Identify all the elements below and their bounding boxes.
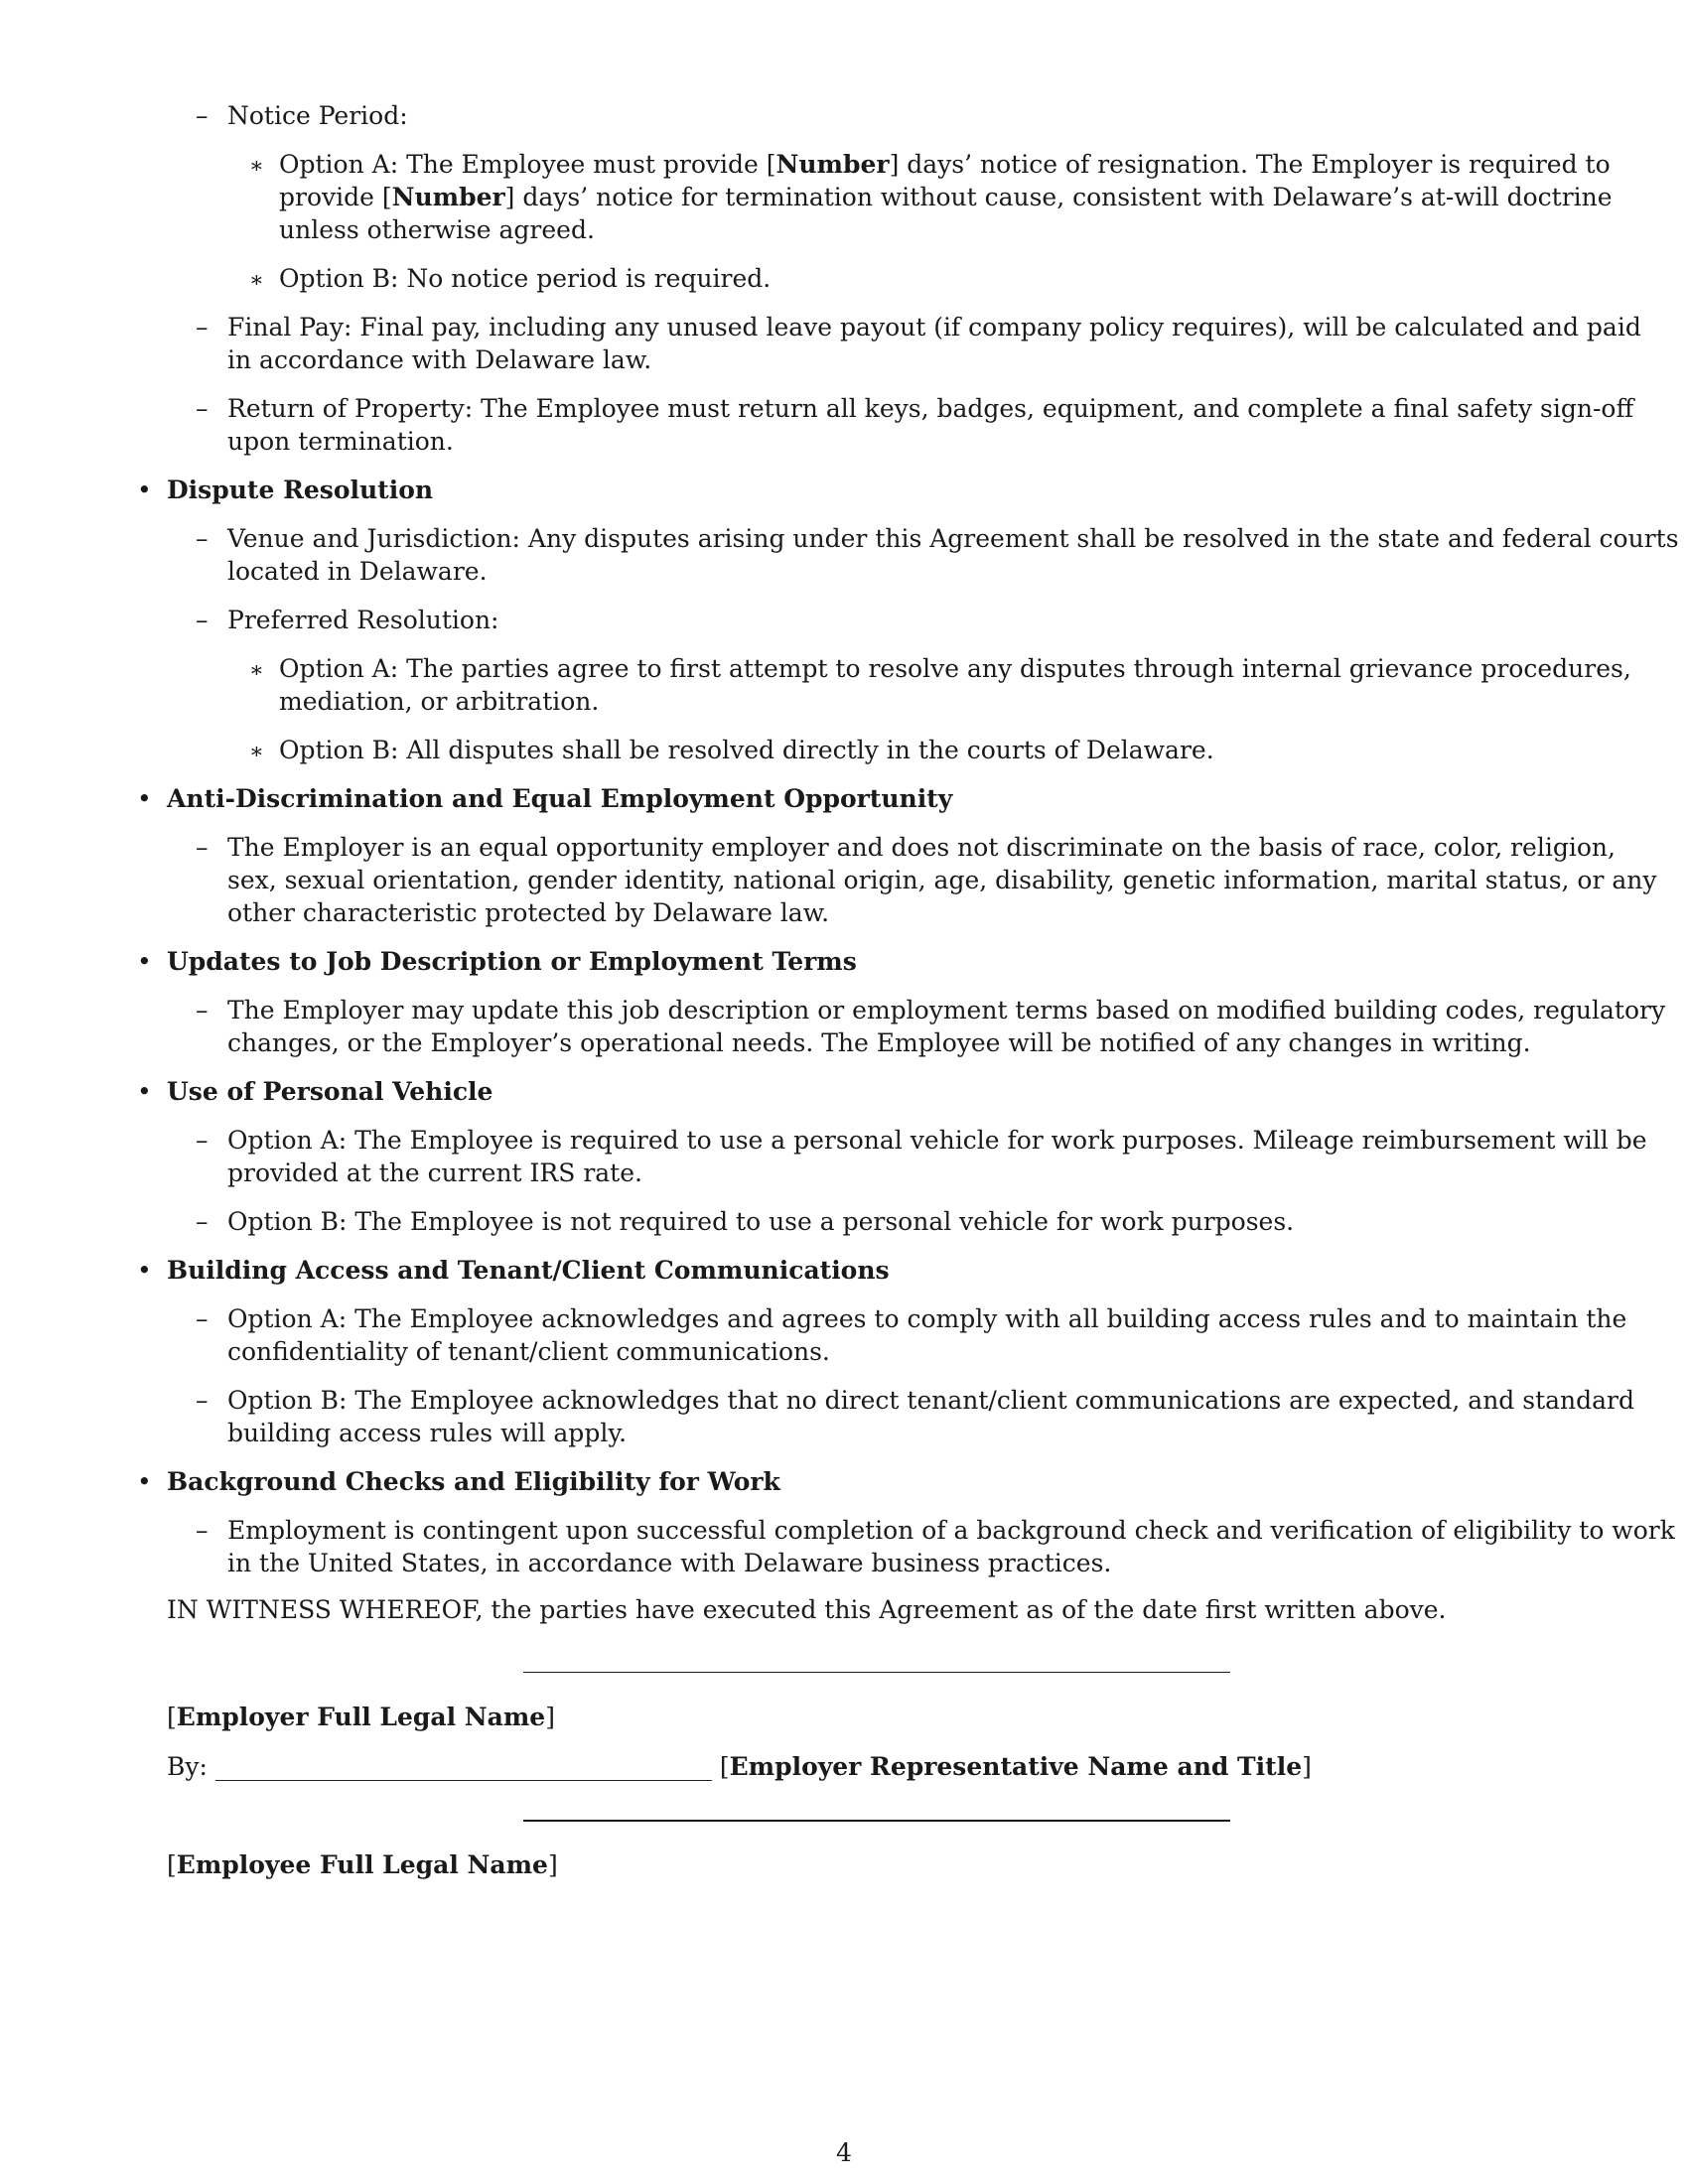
star-marker: ∗: [249, 658, 264, 683]
section-personal-vehicle: [137, 1075, 1647, 1238]
vehicle-option-b: – Option B: The Employee is not required to use a personal vehicle for work purposes.: [196, 1207, 1295, 1236]
section-heading: Background Checks and Eligibility for Work: [167, 1467, 780, 1496]
star-marker: ∗: [249, 154, 264, 179]
bullet-marker: •: [137, 1467, 152, 1496]
star-marker: ∗: [249, 268, 264, 293]
preferred-resolution-item: – Preferred Resolution:: [196, 606, 499, 634]
by-label: By:: [167, 1752, 208, 1781]
dash-marker: –: [196, 394, 209, 423]
witness-statement: IN WITNESS WHEREOF, the parties have executed this Agreement as of the date first written above.: [167, 1595, 1447, 1624]
venue-item: – Venue and Jurisdiction: Any disputes arising under this Agreement shall be resolved in the state and federal courts located in Delaware.: [196, 524, 1679, 586]
dash-marker: –: [196, 1386, 209, 1415]
number-placeholder: Number: [391, 183, 505, 211]
notice-option-a-line3: unless otherwise agreed.: [279, 215, 595, 244]
star-marker: ∗: [249, 740, 264, 764]
final-pay-item: – Final Pay: Final pay, including any unused leave payout (if company policy requires), will be calculated and paid in accordance with Delaware law.: [196, 313, 1641, 374]
dash-marker: –: [196, 524, 209, 553]
dispute-option-a: ∗ Option A: The parties agree to first attempt to resolve any disputes through internal grievance procedures, mediation, or arbitration.: [249, 654, 1631, 716]
section-background-checks: [137, 1465, 1675, 1579]
bullet-marker: •: [137, 1077, 152, 1106]
dispute-option-b: ∗ Option B: All disputes shall be resolved directly in the courts of Delaware.: [279, 734, 1587, 766]
section-heading: Building Access and Tenant/Client Communications: [167, 1256, 890, 1285]
dash-marker: –: [196, 833, 209, 862]
dash-marker: –: [196, 1126, 209, 1155]
by-line: [167, 1750, 1312, 1783]
dash-marker: –: [196, 996, 209, 1024]
section-heading: Updates to Job Description or Employment Terms: [167, 947, 857, 976]
anti-discrimination-item: – The Employer is an equal opportunity employer and does not discriminate on the basis of race, color, religion, sex, sexual orientation, gender identity, national origin, age, disability, genetic information, marital status, or any other characteristic protected by Delaware law.: [196, 833, 1657, 927]
bullet-marker: •: [137, 947, 152, 976]
section-anti-discrimination: [137, 782, 1657, 929]
section-heading: Dispute Resolution: [167, 476, 434, 504]
background-item: – Employment is contingent upon successful completion of a background check and verification of eligibility to work in the United States, in accordance with Delaware business practices.: [196, 1516, 1675, 1577]
page-number: 4: [836, 2138, 852, 2167]
dash-marker: –: [196, 313, 209, 341]
vehicle-option-a: – Option A: The Employee is required to use a personal vehicle for work purposes. Mileage reimbursement will be provided at the current IRS rate.: [196, 1126, 1647, 1187]
section-updates: [137, 945, 1666, 1059]
bullet-marker: •: [137, 1256, 152, 1285]
dash-marker: –: [196, 101, 209, 130]
dash-marker: –: [196, 606, 209, 634]
document-body: [137, 99, 1679, 1626]
section-heading: Anti-Discrimination and Equal Employment Opportunity: [167, 784, 953, 813]
building-option-b: – Option B: The Employee acknowledges that no direct tenant/client communications are expected, and standard building access rules will apply.: [196, 1386, 1634, 1447]
number-placeholder: Number: [775, 150, 890, 179]
section-heading: Use of Personal Vehicle: [167, 1077, 493, 1106]
section-building-access: [137, 1254, 1634, 1449]
notice-option-b: ∗ Option B: No notice period is required.: [279, 262, 1587, 295]
employer-signature-line[interactable]: [523, 1672, 1230, 1673]
notice-option-a-line2: provide [Number] days’ notice for termination without cause, consistent with Delaware’s at-will doctrine: [279, 183, 1613, 211]
notice-option-a: [249, 148, 1613, 246]
bullet-marker: •: [137, 784, 152, 813]
section-dispute-resolution: [137, 474, 1679, 766]
bullet-marker: •: [137, 476, 152, 504]
return-property-item: – Return of Property: The Employee must return all keys, badges, equipment, and complete a final safety sign-off upon termination.: [196, 394, 1634, 456]
employer-representative: [Employer Representative Name and Title]: [719, 1752, 1312, 1781]
employer-name: [Employer Full Legal Name]: [167, 1703, 555, 1731]
dash-marker: –: [196, 1304, 209, 1333]
building-option-a: – Option A: The Employee acknowledges and agrees to comply with all building access rules and to maintain the confidentiality of tenant/client communications.: [196, 1304, 1627, 1366]
employee-signature-line[interactable]: [523, 1820, 1230, 1822]
dash-marker: –: [196, 1516, 209, 1545]
by-blank[interactable]: ________________________________________: [214, 1752, 712, 1781]
notice-period-item: [196, 99, 1587, 132]
dash-marker: –: [196, 1207, 209, 1236]
notice-period-label: Notice Period:: [227, 101, 408, 130]
notice-option-a-line1: Option A: The Employee must provide [Number] days’ notice of resignation. The Employer is required to: [279, 150, 1611, 179]
employee-name: [Employee Full Legal Name]: [167, 1850, 558, 1879]
updates-item: – The Employer may update this job description or employment terms based on modified building codes, regulatory changes, or the Employer’s operational needs. The Employee will be notified of any changes in writing.: [196, 996, 1666, 1057]
